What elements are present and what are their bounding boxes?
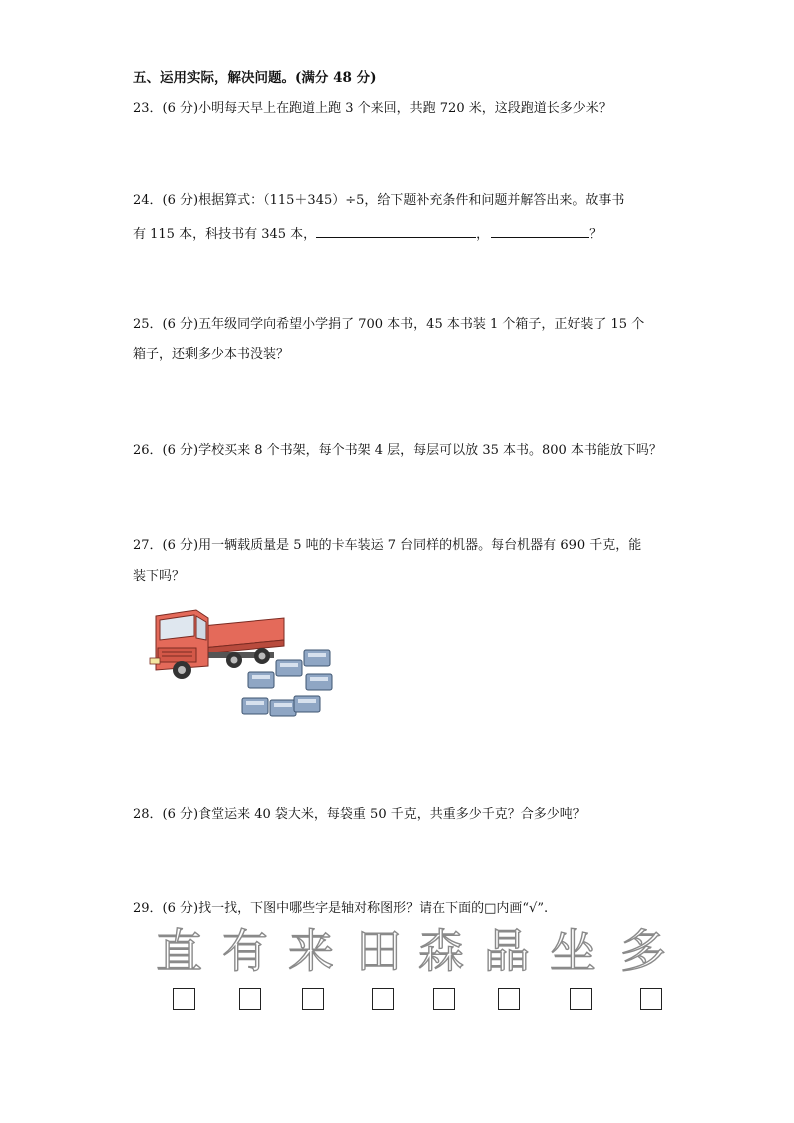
question-25-line-2 [133, 344, 289, 366]
question-score: (6 分) [162, 901, 199, 916]
answer-blank-condition[interactable] [316, 225, 476, 238]
question-text: 食堂运来 40 袋大米，每袋重 50 千克，共重多少千克？合多少吨？ [198, 807, 586, 822]
character-glyph: 坐 [550, 924, 596, 978]
question-28 [133, 804, 586, 826]
character-glyph: 来 [288, 924, 334, 978]
question-score: (6 分) [162, 317, 199, 332]
question-23 [133, 98, 612, 120]
character-glyph: 森 [418, 924, 464, 978]
question-27 [133, 535, 641, 557]
section-title: 五、运用实际，解决问题。(满分 48 分) [133, 70, 377, 86]
question-number: 28． [133, 807, 163, 822]
question-text: 五年级同学向希望小学捐了 700 本书，45 本书装 1 个箱子，正好装了 15 个 [198, 317, 645, 332]
question-score: (6 分) [162, 101, 199, 116]
question-number: 23． [133, 101, 163, 116]
character-glyph: 直 [156, 924, 202, 978]
comma: ， [476, 227, 490, 242]
answer-checkbox[interactable] [239, 988, 261, 1010]
question-25 [133, 314, 644, 336]
question-text: 用一辆载质量是 5 吨的卡车装运 7 台同样的机器。每台机器有 690 千克，能 [198, 538, 642, 553]
question-text: 根据算式：（115＋345）÷5，给下题补充条件和问题并解答出来。故事书 [198, 193, 625, 208]
question-number: 26． [133, 443, 163, 458]
answer-checkbox[interactable] [498, 988, 520, 1010]
answer-checkbox[interactable] [173, 988, 195, 1010]
answer-blank-question[interactable] [491, 225, 589, 238]
question-text: 小明每天早上在跑道上跑 3 个来回，共跑 720 米，这段跑道长多少米？ [198, 101, 612, 116]
character-glyph: 晶 [484, 924, 530, 978]
character-glyph: 多 [620, 924, 666, 978]
question-text: 装下吗？ [133, 569, 186, 584]
question-number: 29． [133, 901, 163, 916]
question-score: (6 分) [162, 538, 199, 553]
character-glyph: 田 [356, 924, 402, 978]
question-score: (6 分) [162, 807, 199, 822]
question-text: 箱子，还剩多少本书没装？ [133, 347, 290, 362]
answer-checkbox[interactable] [302, 988, 324, 1010]
question-number: 25． [133, 317, 163, 332]
answer-checkbox[interactable] [372, 988, 394, 1010]
question-mark: ？ [589, 227, 603, 242]
question-number: 27． [133, 538, 163, 553]
question-26 [133, 440, 662, 462]
question-27-line-2 [133, 566, 185, 588]
answer-checkbox[interactable] [570, 988, 592, 1010]
question-24-line-2 [133, 224, 602, 246]
character-glyph: 有 [222, 924, 268, 978]
question-text: 有 115 本，科技书有 345 本， [133, 227, 317, 242]
question-number: 24． [133, 193, 163, 208]
question-text: 找一找，下图中哪些字是轴对称图形？请在下面的□内画“√”. [198, 901, 549, 916]
answer-checkbox[interactable] [640, 988, 662, 1010]
question-text: 学校买来 8 个书架，每个书架 4 层，每层可以放 35 本书。800 本书能放下吗？ [198, 443, 662, 458]
truck-icon [144, 596, 344, 726]
question-29 [133, 898, 548, 920]
question-score: (6 分) [162, 443, 199, 458]
truck-illustration [144, 596, 344, 726]
answer-checkbox[interactable] [433, 988, 455, 1010]
question-score: (6 分) [162, 193, 199, 208]
character-row [150, 922, 690, 980]
question-24 [133, 190, 624, 212]
